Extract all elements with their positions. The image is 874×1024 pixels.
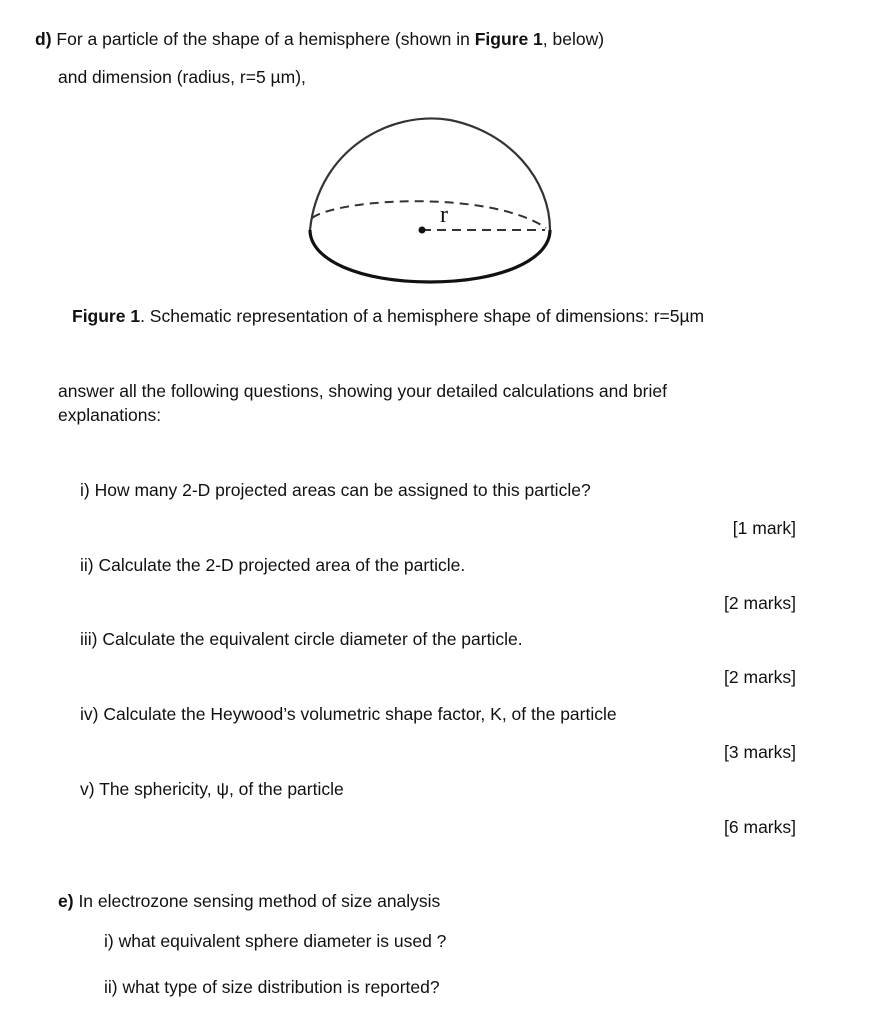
hemisphere-base-front bbox=[310, 230, 550, 282]
figure-caption bbox=[72, 305, 704, 327]
marks-v: [6 marks] bbox=[724, 817, 796, 837]
part-d-figure-ref: Figure 1 bbox=[474, 29, 543, 49]
part-d-text-pre: For a particle of the shape of a hemisphere (shown in bbox=[56, 29, 475, 49]
part-e-text: In electrozone sensing method of size analysis bbox=[78, 891, 441, 911]
hemisphere-figure bbox=[300, 110, 560, 300]
part-e-sub-ii: ii) what type of size distribution is reported? bbox=[104, 977, 440, 997]
hemisphere-dome bbox=[310, 118, 550, 230]
part-e-sub-i: i) what equivalent sphere diameter is used ? bbox=[104, 931, 447, 951]
hemisphere-base-back bbox=[312, 201, 546, 228]
part-d-line-2: and dimension (radius, r=5 µm), bbox=[58, 67, 306, 87]
part-d-line-1 bbox=[35, 28, 604, 50]
instructions-line-1: answer all the following questions, showing your detailed calculations and brief bbox=[58, 381, 667, 401]
marks-ii: [2 marks] bbox=[724, 593, 796, 613]
part-d-label: d) bbox=[35, 29, 52, 49]
part-e-heading bbox=[58, 890, 440, 912]
question-iv: iv) Calculate the Heywood’s volumetric shape factor, K, of the particle bbox=[80, 704, 617, 724]
question-i: i) How many 2-D projected areas can be assigned to this particle? bbox=[80, 480, 591, 500]
center-point bbox=[419, 227, 426, 234]
marks-i: [1 mark] bbox=[732, 518, 796, 538]
marks-iii: [2 marks] bbox=[724, 667, 796, 687]
radius-label: r bbox=[440, 202, 448, 228]
marks-iv: [3 marks] bbox=[724, 742, 796, 762]
question-v: v) The sphericity, ψ, of the particle bbox=[80, 779, 344, 799]
instructions-line-2: explanations: bbox=[58, 405, 162, 425]
figure-caption-text: . Schematic representation of a hemisphere shape of dimensions: r=5µm bbox=[140, 306, 705, 326]
part-e-label: e) bbox=[58, 891, 74, 911]
part-d-text-post: , below) bbox=[542, 29, 605, 49]
question-ii: ii) Calculate the 2-D projected area of the particle. bbox=[80, 555, 466, 575]
figure-caption-label: Figure 1 bbox=[72, 306, 141, 326]
question-iii: iii) Calculate the equivalent circle diameter of the particle. bbox=[80, 629, 523, 649]
